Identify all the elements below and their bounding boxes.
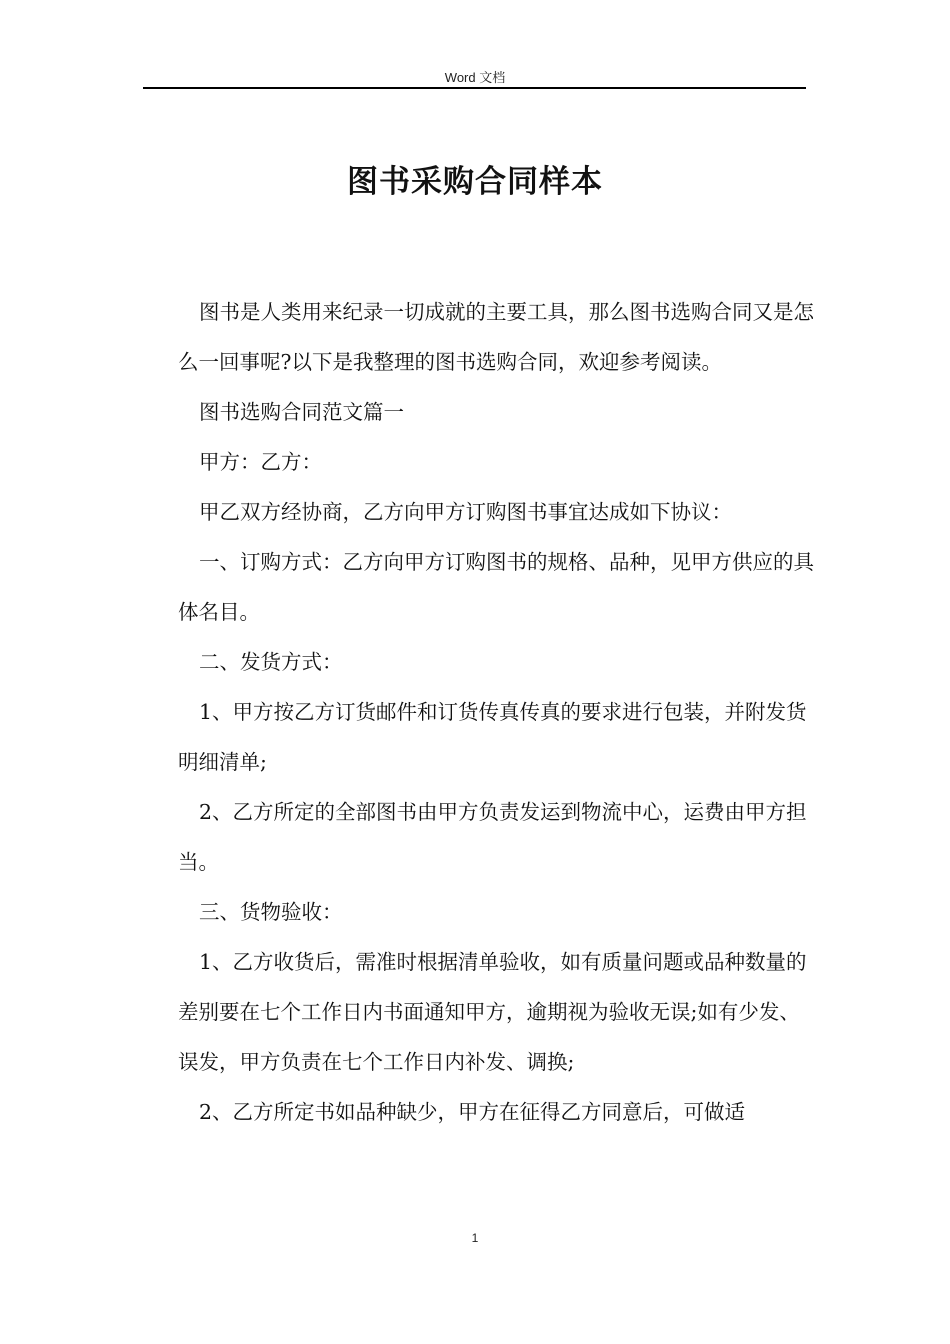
paragraph-clause-2-item-2: 2、乙方所定的全部图书由甲方负责发运到物流中心，运费由甲方担当。 — [178, 800, 807, 874]
paragraph-clause-3-item-1: 1、乙方收货后，需准时根据清单验收，如有质量问题或品种数量的差别要在七个工作日内书面通知甲方，逾期视为验收无误;如有少发、误发，甲方负责在七个工作日内补发、调换; — [178, 950, 807, 1074]
paragraph-agreement: 甲乙双方经协商，乙方向甲方订购图书事宜达成如下协议： — [199, 500, 732, 524]
paragraph-intro: 图书是人类用来纪录一切成就的主要工具，那么图书选购合同又是怎么一回事呢?以下是我整理的图书选购合同，欢迎参考阅读。 — [178, 300, 814, 374]
paragraph-section-title: 图书选购合同范文篇一 — [199, 400, 404, 424]
paragraph-clause-3-heading: 三、货物验收： — [199, 900, 343, 924]
paragraph-clause-2-item-1: 1、甲方按乙方订货邮件和订货传真传真的要求进行包装，并附发货明细清单; — [178, 700, 807, 774]
paragraph-clause-3-item-2: 2、乙方所定书如品种缺少，甲方在征得乙方同意后，可做适 — [199, 1100, 746, 1124]
paragraph-parties: 甲方：乙方： — [199, 450, 322, 474]
document-title: 图书采购合同样本 — [347, 164, 603, 200]
page-number: 1 — [471, 1231, 479, 1245]
header-divider — [143, 87, 806, 89]
document-body — [178, 287, 818, 1137]
header-label: Word 文档 — [444, 70, 506, 85]
paragraph-clause-2-heading: 二、发货方式： — [199, 650, 343, 674]
paragraph-clause-1: 一、订购方式：乙方向甲方订购图书的规格、品种，见甲方供应的具体名目。 — [178, 550, 814, 624]
